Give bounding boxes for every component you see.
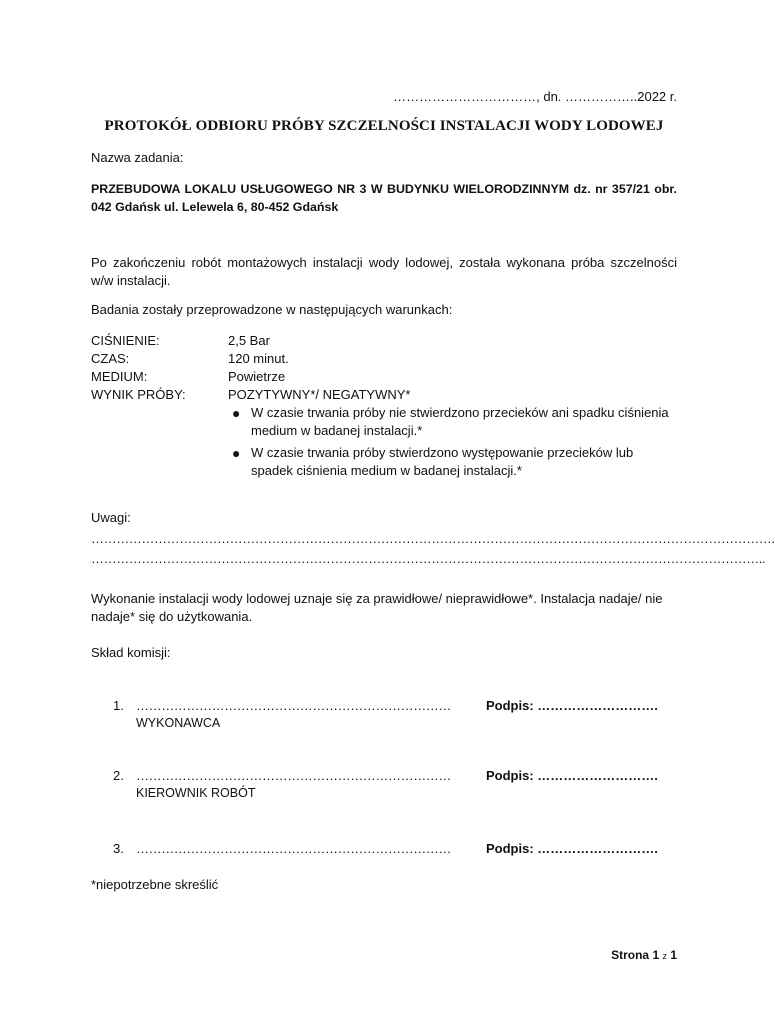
page-word: Strona — [611, 948, 650, 962]
member-number: 2. — [113, 768, 124, 783]
acceptance-paragraph: Wykonanie instalacji wody lodowej uznaje się za prawidłowe/ nieprawidłowe*. Instalacja nadaje/ nie nadaje* się do użytkowania. — [91, 591, 663, 624]
signature-field[interactable]: Podpis: ………………………. — [486, 841, 658, 856]
page-number — [611, 948, 677, 962]
task-label: Nazwa zadania: — [91, 150, 184, 165]
commission-member — [91, 841, 677, 881]
bullet-icon: ● — [232, 405, 241, 421]
bullet-icon: ● — [232, 445, 241, 461]
commission-member — [91, 698, 677, 738]
signature-field[interactable]: Podpis: ………………………. — [486, 698, 658, 713]
member-role: WYKONAWCA — [136, 716, 221, 730]
result-option — [228, 444, 677, 480]
signature-field[interactable]: Podpis: ………………………. — [486, 768, 658, 783]
document-page — [91, 0, 775, 1024]
member-number: 3. — [113, 841, 124, 856]
result-options-list — [228, 404, 677, 480]
remarks-line[interactable]: …………………………………………………………………………………………………………………………………………….. — [91, 551, 766, 566]
page-total: 1 — [670, 948, 677, 962]
condition-key: WYNIK PRÓBY: — [91, 387, 186, 402]
condition-value: 120 minut. — [228, 351, 289, 366]
task-name: PRZEBUDOWA LOKALU USŁUGOWEGO NR 3 W BUDYNKU WIELORODZINNYM dz. nr 357/21 obr. 042 Gdańsk ul. Lelewela 6, 80-452 Gdańsk — [91, 182, 677, 214]
page-of: z — [662, 951, 667, 961]
condition-value: POZYTYWNY*/ NEGATYWNY* — [228, 387, 411, 402]
footnote: *niepotrzebne skreślić — [91, 877, 219, 892]
intro-paragraph: Po zakończeniu robót montażowych instalacji wody lodowej, została wykonana próba szczelności w/w instalacji. — [91, 255, 677, 288]
page-current: 1 — [652, 948, 660, 962]
result-option — [228, 404, 677, 440]
result-option-text: W czasie trwania próby stwierdzono występowanie przecieków lub spadek ciśnienia medium w badanej instalacji.* — [251, 445, 634, 478]
conditions-intro: Badania zostały przeprowadzone w następujących warunkach: — [91, 302, 453, 317]
member-name-field[interactable]: ………………………………………………………………… — [136, 768, 452, 783]
condition-key: MEDIUM: — [91, 369, 148, 384]
condition-time — [91, 350, 677, 368]
condition-pressure — [91, 332, 677, 350]
condition-value: 2,5 Bar — [228, 333, 270, 348]
condition-value: Powietrze — [228, 369, 286, 384]
member-role: KIEROWNIK ROBÓT — [136, 786, 256, 800]
remarks-label: Uwagi: — [91, 510, 131, 525]
condition-result — [91, 386, 677, 404]
member-name-field[interactable]: ………………………………………………………………… — [136, 841, 452, 856]
commission-label: Skład komisji: — [91, 645, 171, 660]
remarks-line[interactable]: ………………………………………………………………………………………………………………………………………………. — [91, 531, 775, 546]
condition-key: CIŚNIENIE: — [91, 333, 160, 348]
member-number: 1. — [113, 698, 124, 713]
condition-medium — [91, 368, 677, 386]
result-option-text: W czasie trwania próby nie stwierdzono przecieków ani spadku ciśnienia medium w badanej instalacji.* — [251, 405, 669, 438]
commission-member — [91, 768, 677, 808]
document-title: PROTOKÓŁ ODBIORU PRÓBY SZCZELNOŚCI INSTALACJI WODY LODOWEJ — [104, 118, 664, 134]
condition-key: CZAS: — [91, 351, 130, 366]
member-name-field[interactable]: ………………………………………………………………… — [136, 698, 452, 713]
date-line: ……………………………, dn. ……………..2022 r. — [393, 89, 677, 104]
